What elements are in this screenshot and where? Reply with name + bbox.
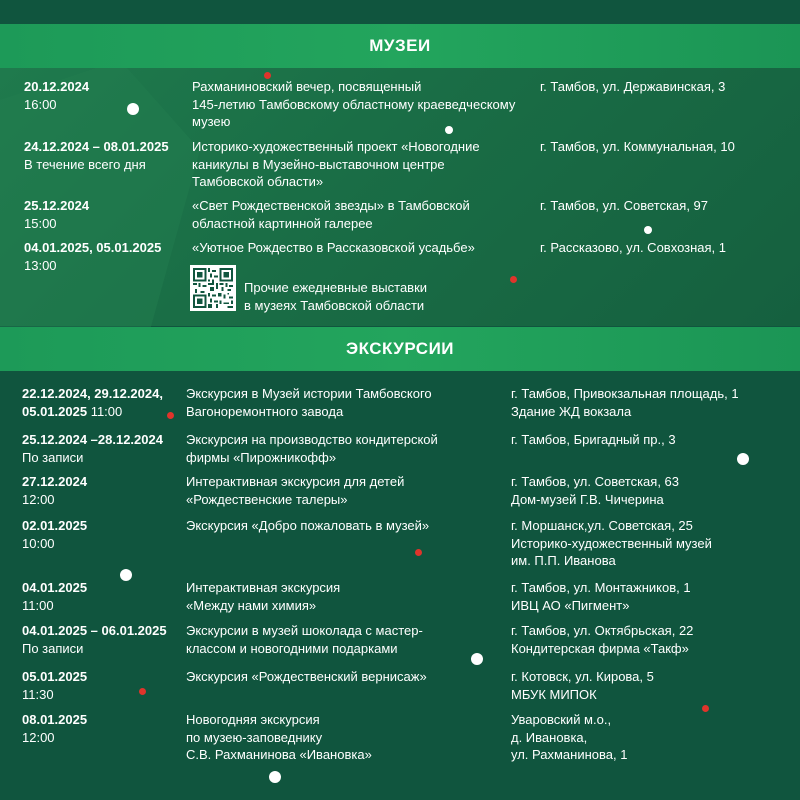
event-title-line: «Между нами химия»: [186, 597, 317, 613]
decorative-dot: [139, 688, 146, 695]
event-date: 05.01.2025: [22, 403, 88, 419]
event-date: 04.01.2025 – 06.01.2025: [22, 623, 167, 638]
event-title-line: «Уютное Рождество в Рассказовской усадьбе»: [192, 240, 475, 255]
event-time: 15:00: [24, 215, 57, 231]
event-place-line: ИВЦ АО «Пигмент»: [511, 597, 630, 613]
qr-caption: [244, 279, 427, 315]
event-place-line: Кондитерская фирма «Такф»: [511, 640, 689, 656]
event-date: 20.12.2024: [24, 79, 90, 94]
event-title-line: С.В. Рахманинова «Ивановка»: [186, 747, 372, 762]
event-place-line: г. Тамбов, ул. Монтажников, 1: [511, 580, 691, 595]
decorative-dot: [471, 653, 483, 665]
event-date: 05.01.2025: [22, 669, 88, 684]
event-time: В течение всего дня: [24, 156, 146, 172]
decorative-dot: [167, 412, 174, 419]
event-title-line: по музею-заповеднику: [186, 729, 323, 745]
decorative-dot: [269, 771, 281, 783]
event-place-line: г. Моршанск,ул. Советская, 25: [511, 518, 693, 533]
qr-caption-line: в музеях Тамбовской области: [244, 298, 425, 313]
event-place-line: г. Тамбов, ул. Советская, 63: [511, 474, 679, 489]
event-date: 22.12.2024, 29.12.2024,: [22, 386, 163, 401]
event-time: 12:00: [22, 491, 55, 507]
event-title-line: Экскурсия «Добро пожаловать в музей»: [186, 518, 430, 533]
decorative-dot: [510, 276, 517, 283]
event-title-line: Новогодняя экскурсия: [186, 712, 320, 727]
event-date: 25.12.2024: [24, 198, 90, 213]
event-title-line: каникулы в Музейно-выставочном центре: [192, 156, 445, 172]
event-place-line: Историко-художественный музей: [511, 535, 712, 551]
event-title-line: классом и новогодними подарками: [186, 640, 398, 656]
event-place-line: им. П.П. Иванова: [511, 553, 616, 568]
event-date: 04.01.2025, 05.01.2025: [24, 240, 162, 255]
event-place-line: г. Тамбов, Привокзальная площадь, 1: [511, 386, 739, 401]
event-date: 24.12.2024 – 08.01.2025: [24, 139, 169, 154]
event-time: По записи: [22, 640, 84, 656]
excursions-header-band: [0, 327, 800, 371]
event-date: 25.12.2024 –28.12.2024: [22, 432, 163, 447]
excursions-header: ЭКСКУРСИИ: [345, 339, 455, 358]
event-title-line: Историко-художественный проект «Новогодние: [192, 139, 480, 154]
event-place-line: ул. Рахманинова, 1: [511, 747, 628, 762]
event-place-line: Здание ЖД вокзала: [511, 403, 632, 419]
event-time: 16:00: [24, 96, 57, 112]
event-title-line: Экскурсия «Рождественский вернисаж»: [186, 669, 427, 684]
event-title-line: Экскурсия в Музей истории Тамбовского: [186, 386, 432, 401]
event-place-line: г. Тамбов, ул. Коммунальная, 10: [540, 139, 735, 154]
event-place-line: д. Ивановка,: [511, 729, 588, 745]
decorative-dot: [264, 72, 271, 79]
event-title-line: 145-летию Тамбовскому областному краеведческому: [192, 96, 516, 112]
event-place-line: Дом-музей Г.В. Чичерина: [511, 491, 664, 507]
event-title-line: «Рождественские талеры»: [186, 491, 348, 507]
decorative-dot: [644, 226, 652, 234]
event-time: 13:00: [24, 257, 57, 273]
decorative-dot: [415, 549, 422, 556]
event-title-line: Интерактивная экскурсия для детей: [186, 474, 405, 489]
event-time: 11:00: [22, 597, 54, 613]
event-place-line: г. Тамбов, ул. Октябрьская, 22: [511, 623, 694, 638]
event-place-line: Уваровский м.о.,: [511, 712, 612, 727]
event-title-line: «Свет Рождественской звезды» в Тамбовской: [192, 198, 470, 213]
event-title-line: Экскурсия на производство кондитерской: [186, 432, 438, 447]
event-date: 04.01.2025: [22, 580, 88, 595]
event-time: По записи: [22, 449, 84, 465]
decorative-dot: [737, 453, 749, 465]
event-title-line: областной картинной галерее: [192, 215, 373, 231]
event-date: 27.12.2024: [22, 474, 88, 489]
event-time: 10:00: [22, 535, 55, 551]
event-time: 11:30: [22, 686, 54, 702]
event-place-line: г. Тамбов, ул. Державинская, 3: [540, 79, 726, 94]
qr-code-icon: [193, 268, 233, 308]
decorative-dot: [127, 103, 139, 115]
event-place-line: г. Котовск, ул. Кирова, 5: [511, 669, 654, 684]
event-place-line: МБУК МИПОК: [511, 686, 597, 702]
event-title-line: музею: [192, 114, 231, 129]
event-time: 12:00: [22, 729, 55, 745]
event-place-line: г. Рассказово, ул. Совхозная, 1: [540, 240, 727, 255]
event-place-line: г. Тамбов, Бригадный пр., 3: [511, 432, 676, 447]
event-date: 02.01.2025: [22, 518, 88, 533]
event-title-line: Экскурсии в музей шоколада с мастер-: [186, 623, 423, 638]
event-place-line: г. Тамбов, ул. Советская, 97: [540, 198, 708, 213]
qr-caption-line: Прочие ежедневные выставки: [244, 280, 428, 295]
decorative-dot: [120, 569, 132, 581]
museums-header-band: [0, 24, 800, 68]
event-time: 11:00: [87, 403, 123, 419]
decorative-dot: [702, 705, 709, 712]
decorative-dot: [445, 126, 453, 134]
event-title-line: Интерактивная экскурсия: [186, 580, 341, 595]
event-date: 08.01.2025: [22, 712, 88, 727]
museums-header: МУЗЕИ: [369, 36, 431, 55]
event-title-line: Рахманиновский вечер, посвященный: [192, 79, 422, 94]
qr-code[interactable]: [190, 265, 236, 311]
event-title-line: Вагоноремонтного завода: [186, 403, 344, 419]
event-title-line: фирмы «Пирожникофф»: [186, 449, 337, 465]
event-title-line: Тамбовской области»: [192, 174, 324, 189]
